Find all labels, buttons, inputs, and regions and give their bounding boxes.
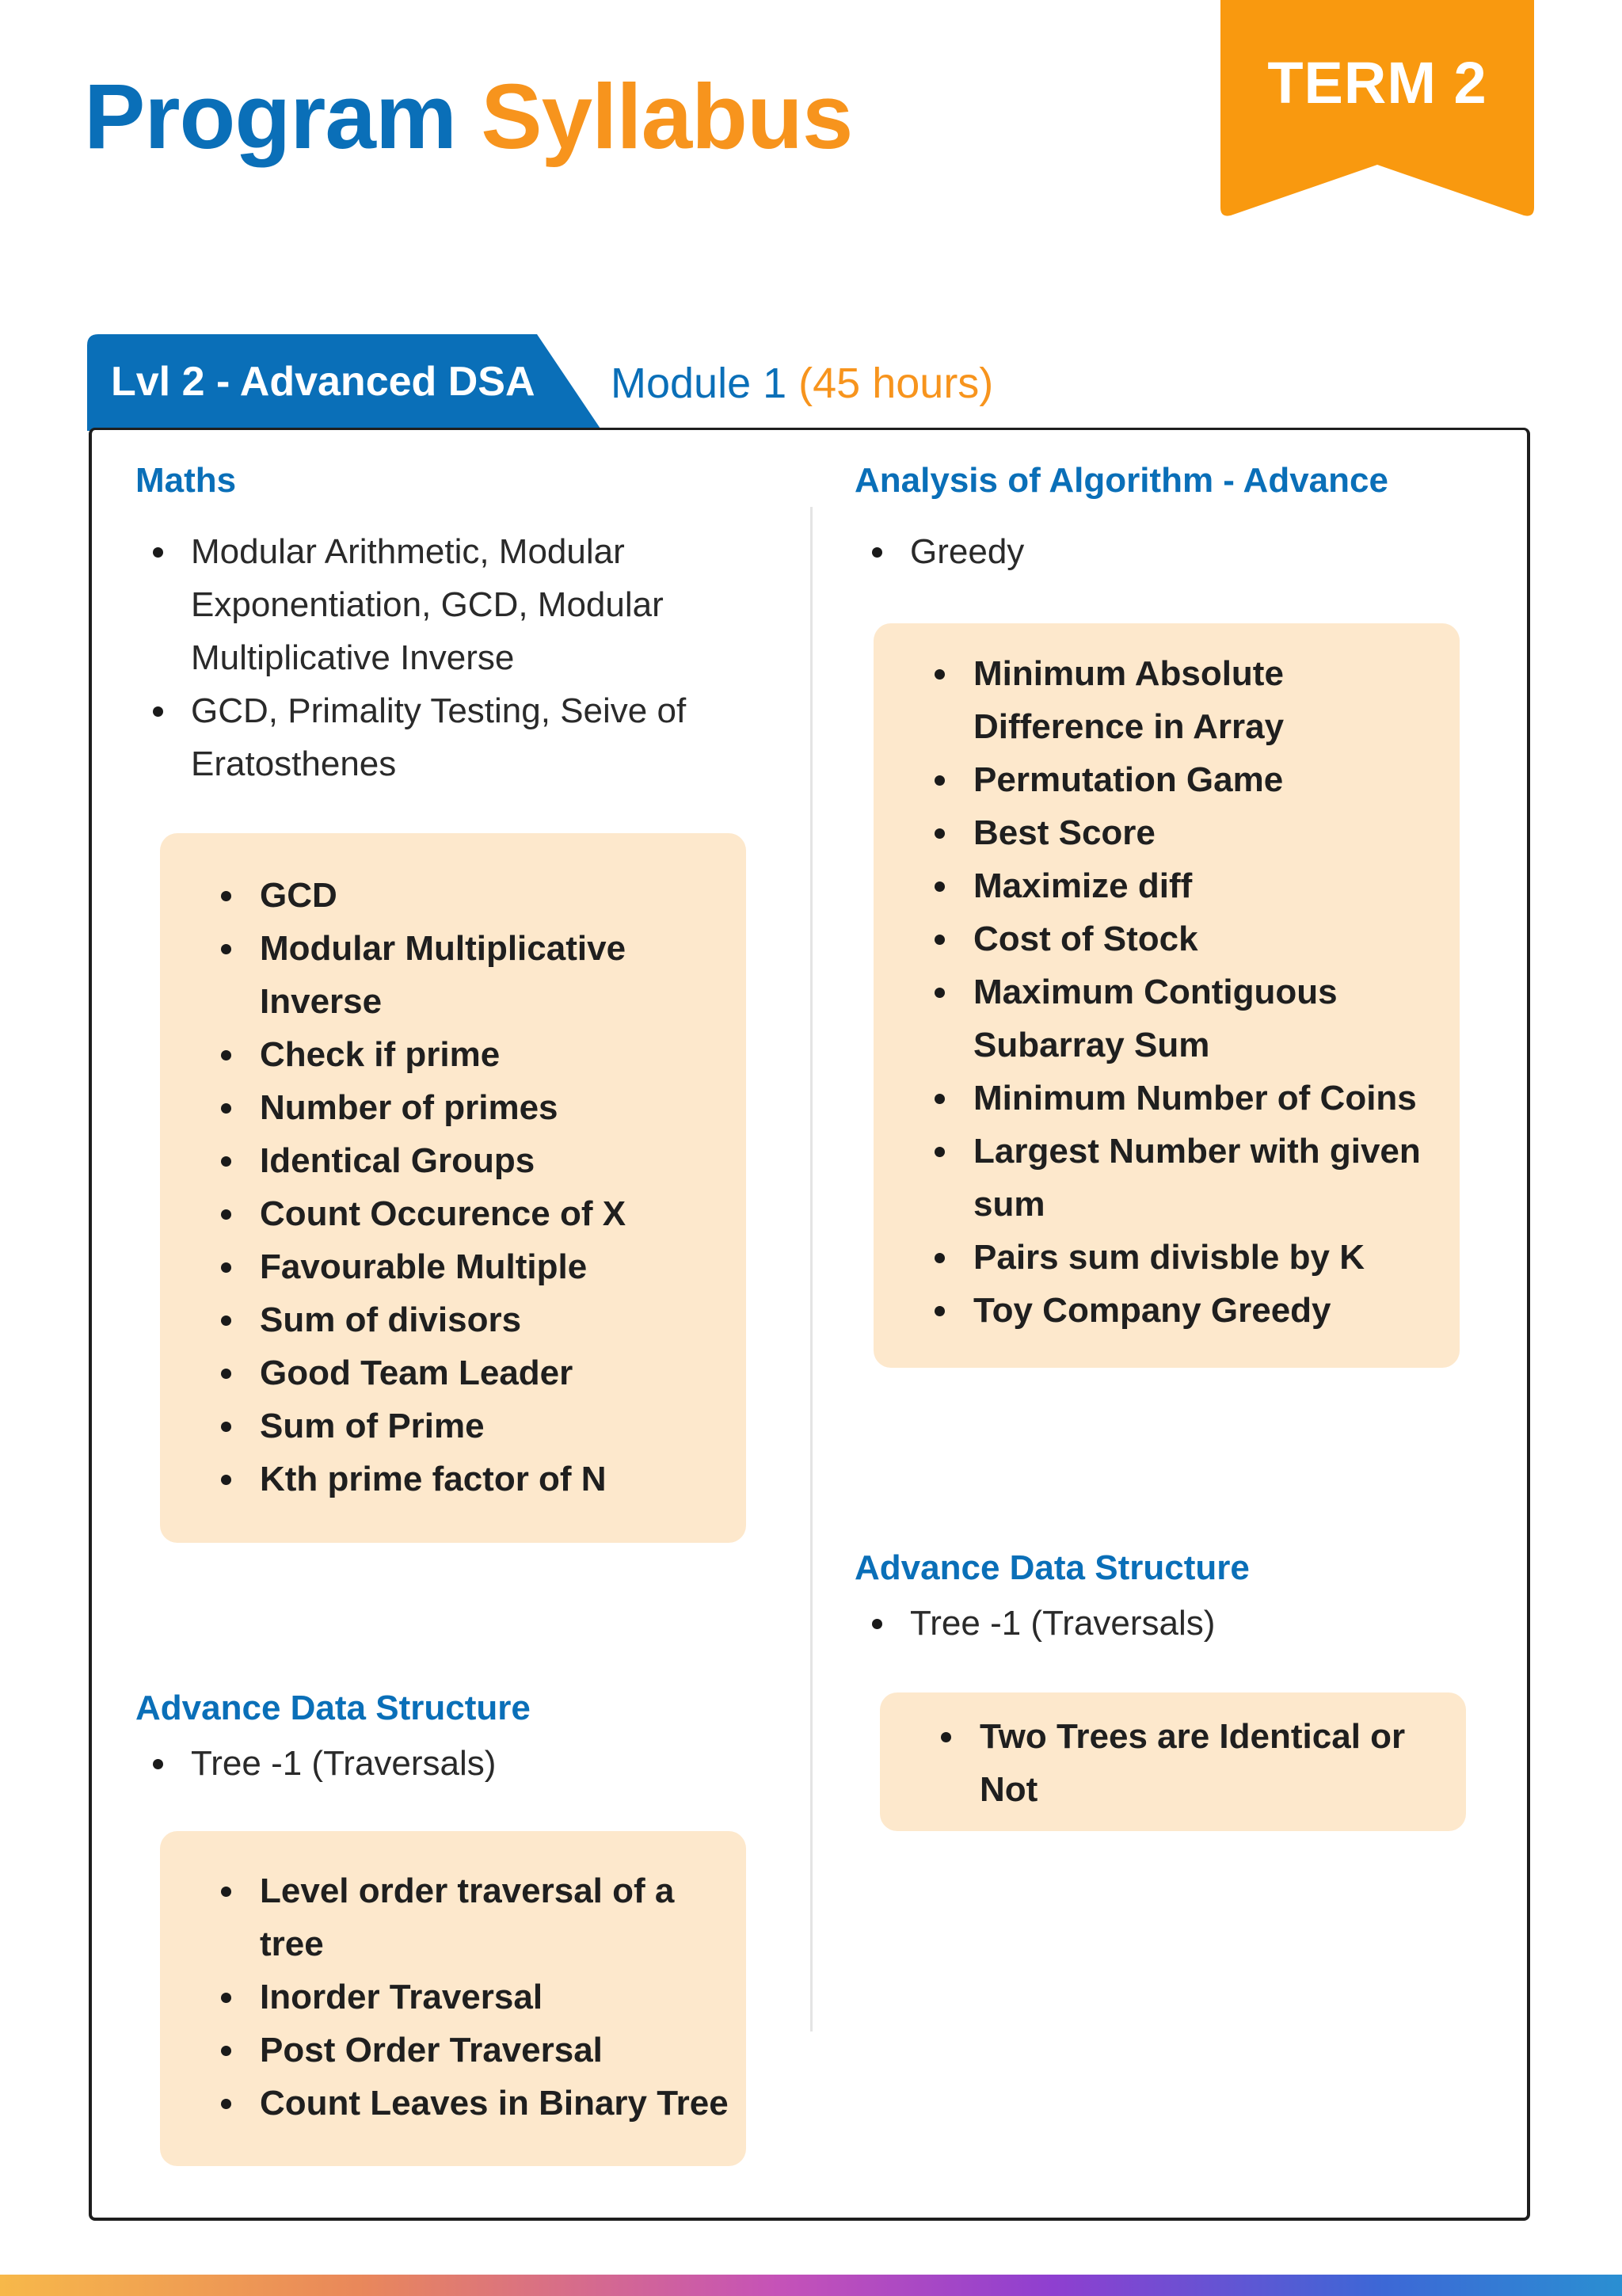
list-item <box>855 1597 1488 1650</box>
list-item-line: Cost of Stock <box>973 920 1198 958</box>
analysis-topics <box>855 525 1488 578</box>
list-item <box>874 859 1421 912</box>
list-item <box>874 1072 1421 1125</box>
section-heading-analysis: Analysis of Algorithm - Advance <box>855 461 1388 500</box>
list-item-line: Inorder Traversal <box>260 1978 543 2016</box>
list-item <box>874 806 1421 859</box>
list-item <box>874 965 1421 1072</box>
list-item <box>160 1028 626 1081</box>
maths-problems-box <box>160 833 746 1543</box>
list-item-line: Permutation Game <box>973 760 1284 799</box>
list-item-line: Exponentiation, GCD, Modular <box>191 585 664 624</box>
advance-ds-left-topics <box>135 1737 737 1790</box>
maths-problems <box>160 869 626 1506</box>
list-item <box>160 922 626 1028</box>
list-item-line: Count Leaves in Binary Tree <box>260 2084 729 2123</box>
list-item-line: Sum of divisors <box>260 1300 522 1339</box>
list-item-line: Toy Company Greedy <box>973 1291 1331 1330</box>
section-heading-advance-ds-right: Advance Data Structure <box>855 1548 1250 1587</box>
list-item-line: sum <box>973 1185 1045 1224</box>
analysis-problems <box>874 647 1421 1337</box>
list-item-line: Number of primes <box>260 1088 558 1127</box>
list-item-line: Eratosthenes <box>191 744 397 783</box>
list-item-line: Sum of Prime <box>260 1407 485 1445</box>
list-item-line: Level order traversal of a <box>260 1871 675 1910</box>
list-item <box>160 1453 626 1506</box>
list-item <box>160 2077 729 2130</box>
advance-ds-right-problems-box <box>880 1692 1466 1831</box>
list-item-line: Tree -1 (Traversals) <box>191 1744 497 1783</box>
list-item-line: Modular Arithmetic, Modular <box>191 532 625 571</box>
title-word-program: Program <box>84 65 457 168</box>
list-item-line: Inverse <box>260 982 383 1021</box>
list-item <box>160 1864 729 1970</box>
analysis-problems-box <box>874 623 1460 1368</box>
list-item-line: Kth prime factor of N <box>260 1460 607 1498</box>
list-item-line: Minimum Number of Coins <box>973 1079 1417 1118</box>
list-item-line: tree <box>260 1925 324 1963</box>
list-item <box>160 1970 729 2024</box>
list-item-line: Not <box>980 1770 1038 1809</box>
list-item-line: Two Trees are Identical or <box>980 1717 1406 1756</box>
section-heading-maths: Maths <box>135 461 237 500</box>
term-badge <box>1220 0 1534 220</box>
list-item-line: Modular Multiplicative <box>260 929 626 968</box>
advance-ds-right-problems <box>880 1710 1405 1816</box>
list-item <box>135 684 737 790</box>
advance-ds-left-problems <box>160 1864 729 2130</box>
list-item <box>160 869 626 922</box>
advance-ds-left-problems-box <box>160 1831 746 2166</box>
list-item <box>160 1240 626 1293</box>
list-item <box>874 912 1421 965</box>
list-item-line: GCD <box>260 876 337 915</box>
module-hours: (45 hours) <box>798 360 994 407</box>
list-item-line: Maximize diff <box>973 866 1193 905</box>
list-item-line: Difference in Array <box>973 707 1285 746</box>
column-divider <box>810 507 813 2031</box>
list-item <box>160 1346 626 1399</box>
list-item-line: Post Order Traversal <box>260 2031 603 2069</box>
section-heading-advance-ds-left: Advance Data Structure <box>135 1689 531 1727</box>
list-item-line: Count Occurence of X <box>260 1194 626 1233</box>
list-item-line: Largest Number with given <box>973 1132 1421 1171</box>
list-item-line: Identical Groups <box>260 1141 535 1180</box>
list-item-line: Pairs sum divisble by K <box>973 1238 1365 1277</box>
page-title <box>84 62 852 172</box>
list-item-line: GCD, Primality Testing, Seive of <box>191 691 687 730</box>
list-item <box>874 1231 1421 1284</box>
list-item <box>880 1710 1405 1816</box>
list-item <box>160 2024 729 2077</box>
title-word-syllabus: Syllabus <box>481 65 853 168</box>
advance-ds-right-topics <box>855 1597 1488 1650</box>
list-item <box>160 1081 626 1134</box>
list-item <box>160 1187 626 1240</box>
list-item <box>135 1737 737 1790</box>
list-item <box>160 1399 626 1453</box>
list-item-line: Tree -1 (Traversals) <box>910 1604 1216 1643</box>
list-item <box>135 525 737 684</box>
list-item-line: Multiplicative Inverse <box>191 638 515 677</box>
list-item <box>160 1293 626 1346</box>
module-name: Module 1 <box>611 360 787 407</box>
list-item <box>874 753 1421 806</box>
list-item <box>160 1134 626 1187</box>
footer-gradient-bar <box>0 2275 1622 2296</box>
term-label: TERM 2 <box>1267 50 1487 116</box>
list-item-line: Favourable Multiple <box>260 1247 588 1286</box>
list-item-line: Greedy <box>910 532 1025 571</box>
list-item-line: Subarray Sum <box>973 1026 1210 1064</box>
module-tab <box>87 334 602 431</box>
list-item-line: Maximum Contiguous <box>973 973 1338 1011</box>
list-item <box>874 1125 1421 1231</box>
list-item <box>874 647 1421 753</box>
list-item <box>855 525 1488 578</box>
list-item-line: Good Team Leader <box>260 1354 573 1392</box>
list-item-line: Minimum Absolute <box>973 654 1284 693</box>
maths-topics <box>135 525 737 790</box>
list-item-line: Check if prime <box>260 1035 501 1074</box>
list-item <box>874 1284 1421 1337</box>
list-item-line: Best Score <box>973 813 1156 852</box>
module-tab-label: Lvl 2 - Advanced DSA <box>111 359 535 405</box>
module-label <box>611 359 993 408</box>
